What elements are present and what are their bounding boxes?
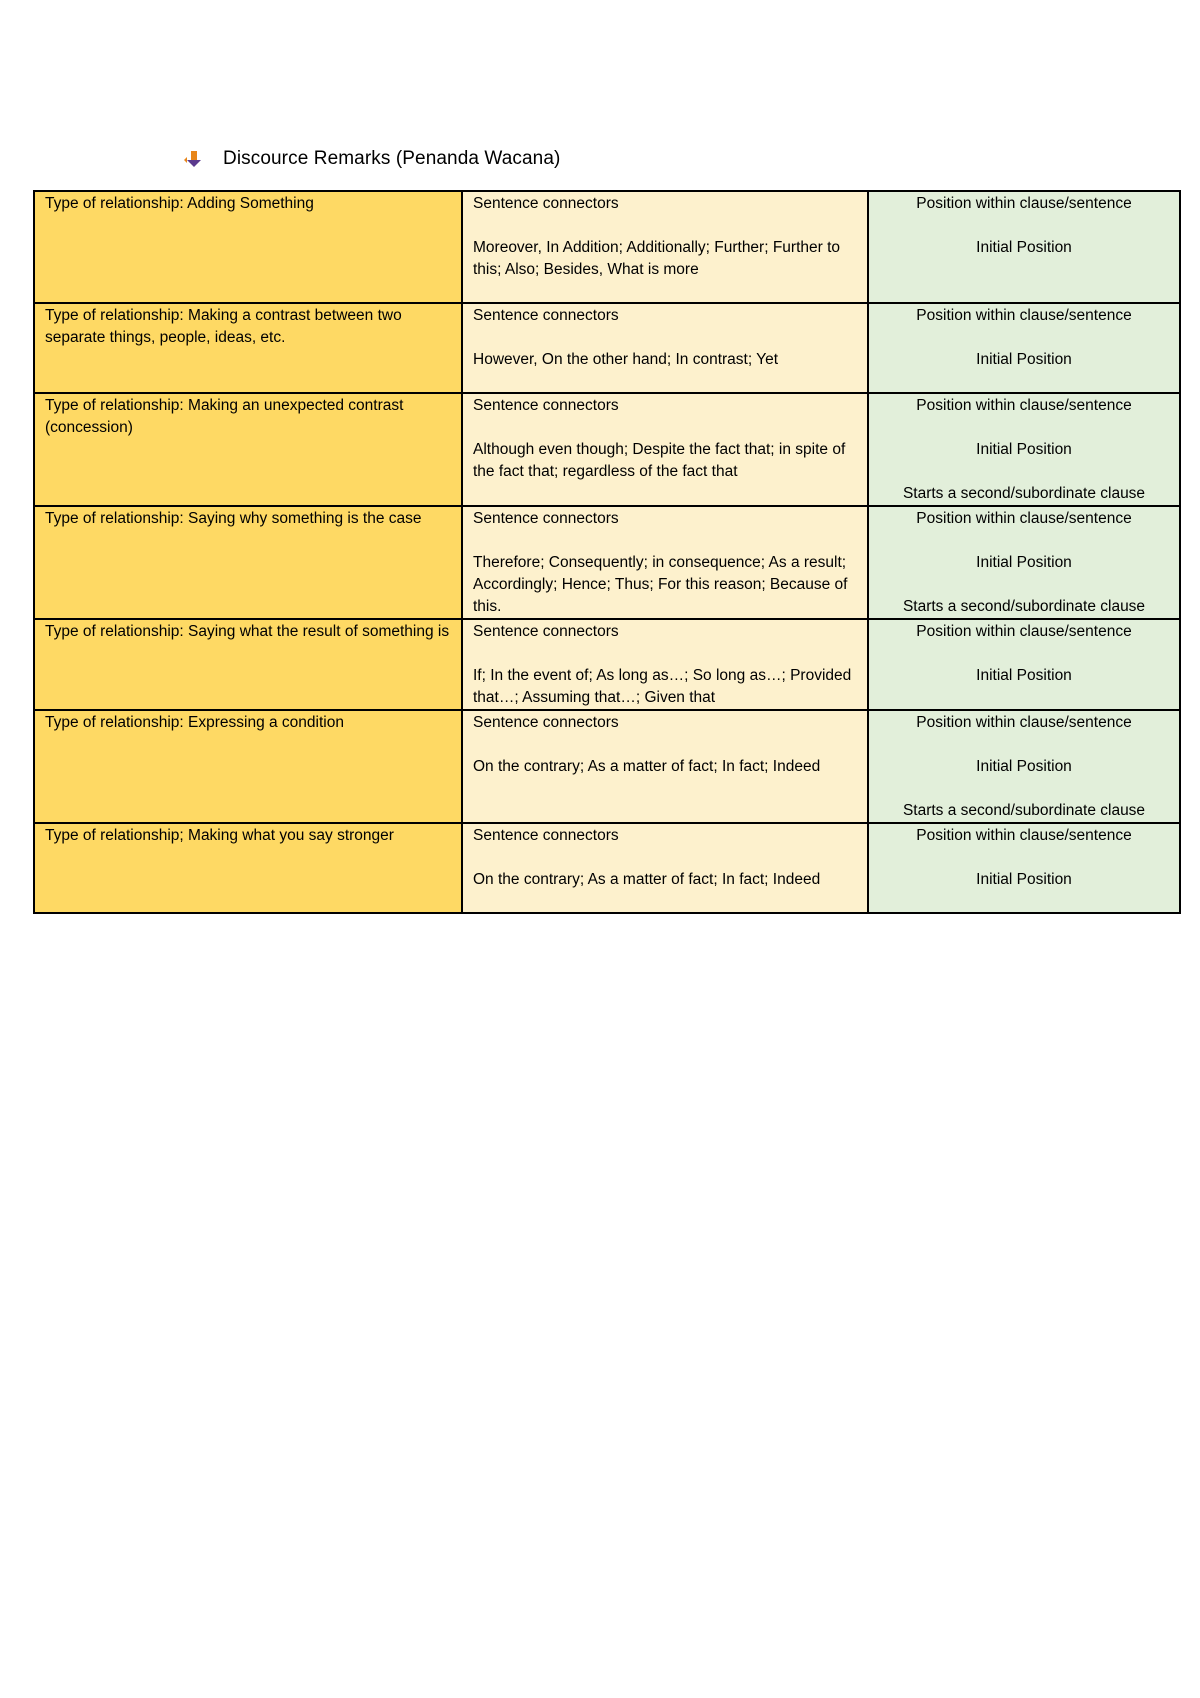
connectors-label: Sentence connectors: [473, 827, 619, 844]
position-extra: Starts a second/subordinate clause: [902, 485, 1146, 502]
position-value: Initial Position: [976, 441, 1072, 458]
table-row: [34, 303, 1180, 393]
relationship-type-cell: Type of relationship: Saying what the result of something is: [34, 619, 462, 710]
relationship-type-cell: Type of relationship: Making a contrast between two separate things, people, ideas, etc.: [34, 303, 462, 393]
page-title: Discource Remarks (Penanda Wacana): [223, 148, 561, 169]
connectors-list: Although even though; Despite the fact that; in spite of the fact that; regardless of the fact that: [473, 441, 846, 480]
position-label: Position within clause/sentence: [916, 510, 1132, 527]
relationship-type-cell: Type of relationship; Making what you say stronger: [34, 823, 462, 913]
connectors-cell: [462, 710, 868, 823]
connectors-label: Sentence connectors: [473, 623, 619, 640]
table-row: [34, 710, 1180, 823]
relationship-type-cell: Type of relationship: Making an unexpected contrast (concession): [34, 393, 462, 506]
position-extra: Starts a second/subordinate clause: [902, 598, 1146, 615]
connectors-cell: [462, 303, 868, 393]
position-value: Initial Position: [976, 871, 1072, 888]
connectors-label: Sentence connectors: [473, 510, 619, 527]
connectors-label: Sentence connectors: [473, 195, 619, 212]
connectors-label: Sentence connectors: [473, 714, 619, 731]
position-extra: Starts a second/subordinate clause: [902, 802, 1146, 819]
position-cell: [868, 393, 1180, 506]
connectors-list: On the contrary; As a matter of fact; In fact; Indeed: [473, 758, 821, 775]
position-cell: [868, 191, 1180, 303]
position-cell: [868, 710, 1180, 823]
connectors-label: Sentence connectors: [473, 397, 619, 414]
arrow-bullet-icon: [183, 149, 213, 169]
table-row: [34, 823, 1180, 913]
section-heading: [183, 146, 560, 172]
table-row: [34, 393, 1180, 506]
position-value: Initial Position: [976, 239, 1072, 256]
position-value: Initial Position: [976, 554, 1072, 571]
position-value: Initial Position: [976, 351, 1072, 368]
position-label: Position within clause/sentence: [916, 623, 1132, 640]
connectors-list: Therefore; Consequently; in consequence; As a result; Accordingly; Hence; Thus; For this reason; Because of this.: [473, 554, 848, 615]
connectors-list: If; In the event of; As long as…; So long as…; Provided that…; Assuming that…; Given that: [473, 667, 852, 706]
connectors-cell: [462, 823, 868, 913]
position-label: Position within clause/sentence: [916, 397, 1132, 414]
connectors-list: On the contrary; As a matter of fact; In fact; Indeed: [473, 871, 821, 888]
connectors-list: Moreover, In Addition; Additionally; Further; Further to this; Also; Besides, What is more: [473, 239, 841, 278]
discourse-markers-table: [33, 190, 1181, 914]
relationship-type-cell: Type of relationship: Saying why something is the case: [34, 506, 462, 619]
table-row: [34, 619, 1180, 710]
relationship-type-cell: Type of relationship: Expressing a condition: [34, 710, 462, 823]
table-row: [34, 191, 1180, 303]
connectors-cell: [462, 191, 868, 303]
position-label: Position within clause/sentence: [916, 827, 1132, 844]
position-cell: [868, 303, 1180, 393]
connectors-cell: [462, 506, 868, 619]
position-cell: [868, 506, 1180, 619]
connectors-cell: [462, 619, 868, 710]
position-value: Initial Position: [976, 758, 1072, 775]
connectors-label: Sentence connectors: [473, 307, 619, 324]
position-value: Initial Position: [976, 667, 1072, 684]
position-cell: [868, 619, 1180, 710]
connectors-cell: [462, 393, 868, 506]
position-cell: [868, 823, 1180, 913]
position-label: Position within clause/sentence: [916, 195, 1132, 212]
position-label: Position within clause/sentence: [916, 307, 1132, 324]
position-label: Position within clause/sentence: [916, 714, 1132, 731]
connectors-list: However, On the other hand; In contrast; Yet: [473, 351, 779, 368]
table-row: [34, 506, 1180, 619]
relationship-type-cell: Type of relationship: Adding Something: [34, 191, 462, 303]
